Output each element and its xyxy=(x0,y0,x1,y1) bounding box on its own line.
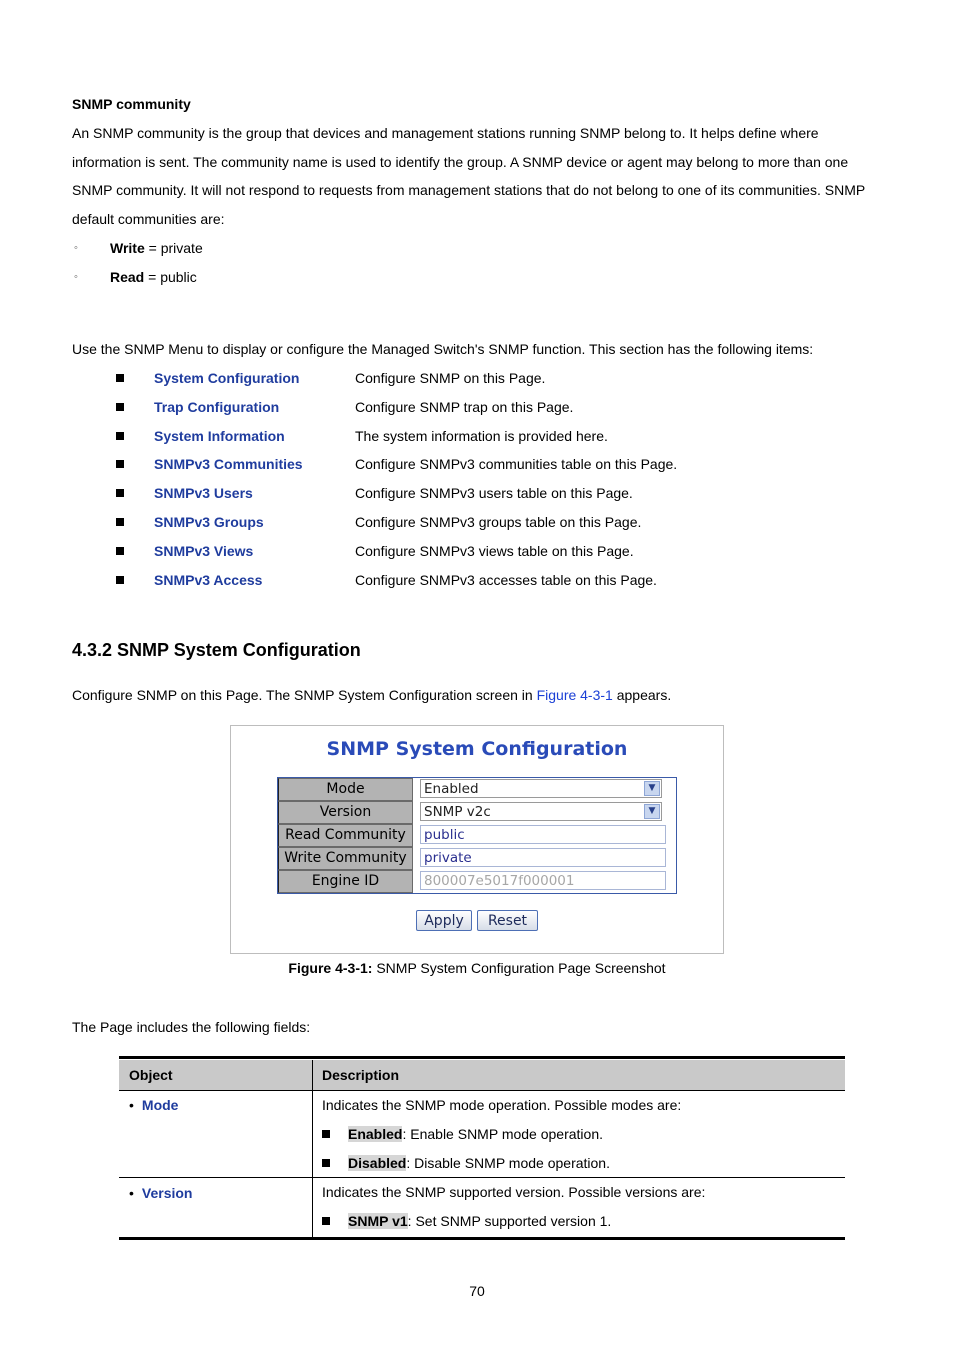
object-name: Mode xyxy=(141,1097,179,1113)
section-title: 4.3.2 SNMP System Configuration xyxy=(72,640,361,660)
table-row-option xyxy=(322,1126,603,1142)
config-label: Version xyxy=(278,801,413,824)
option-term: Enabled xyxy=(348,1126,403,1142)
config-row-write-community xyxy=(278,847,676,870)
header-description: Description xyxy=(322,1067,400,1083)
figure-title: SNMP System Configuration xyxy=(326,738,628,760)
menu-item-desc: Configure SNMP on this Page. xyxy=(355,370,546,386)
default-term: Write xyxy=(110,240,145,256)
option-text: : Disable SNMP mode operation. xyxy=(406,1155,610,1171)
menu-item-snmpv3-communities[interactable]: SNMPv3 Communities xyxy=(154,456,303,472)
menu-item-snmpv3-views[interactable]: SNMPv3 Views xyxy=(154,543,254,559)
square-bullet-icon xyxy=(116,460,124,468)
config-table xyxy=(277,777,677,894)
square-bullet-icon xyxy=(322,1159,330,1167)
menu-item-desc: Configure SNMPv3 views table on this Page. xyxy=(355,543,634,559)
engine-id-input: 800007e5017f000001 xyxy=(420,871,666,890)
config-row-mode xyxy=(278,778,676,801)
config-label: Write Community xyxy=(278,847,413,870)
chevron-down-icon[interactable]: ▼ xyxy=(644,804,660,819)
intro-line: An SNMP community is the group that devices and management stations running SNMP belong to. It helps define where xyxy=(72,125,819,141)
table-row-desc: Indicates the SNMP supported version. Possible versions are: xyxy=(322,1184,706,1200)
menu-item-system-information[interactable]: System Information xyxy=(154,428,285,444)
option-term: SNMP v1 xyxy=(348,1213,408,1229)
option-text: : Enable SNMP mode operation. xyxy=(402,1126,603,1142)
square-bullet-icon xyxy=(116,403,124,411)
intro-line: SNMP community. It will not respond to requests from management stations that do not belong to one of its communities. SNMP xyxy=(72,182,866,199)
fields-intro: The Page includes the following fields: xyxy=(72,1019,311,1035)
figure-screenshot xyxy=(230,725,724,954)
menu-item-system-configuration[interactable]: System Configuration xyxy=(154,370,300,386)
config-row-engine-id xyxy=(278,870,676,893)
menu-item-desc: Configure SNMPv3 groups table on this Page. xyxy=(355,514,642,530)
menu-item-desc: Configure SNMPv3 communities table on this Page. xyxy=(355,456,678,472)
square-bullet-icon xyxy=(116,489,124,497)
table-row-option xyxy=(322,1155,610,1171)
menu-item-snmpv3-groups[interactable]: SNMPv3 Groups xyxy=(154,514,264,530)
menu-item-trap-configuration[interactable]: Trap Configuration xyxy=(154,399,280,415)
option-text: : Set SNMP supported version 1. xyxy=(407,1213,612,1229)
header-object: Object xyxy=(129,1067,173,1083)
square-bullet-icon xyxy=(116,432,124,440)
figure-caption xyxy=(0,960,954,976)
subheading-snmp-community: SNMP community xyxy=(72,96,191,112)
section-text: appears. xyxy=(612,687,672,703)
table-divider xyxy=(312,1060,313,1238)
table-border xyxy=(119,1056,845,1059)
square-bullet-icon xyxy=(322,1217,330,1225)
default-value: = public xyxy=(144,269,197,285)
menu-item-desc: Configure SNMP trap on this Page. xyxy=(355,399,574,415)
config-row-read-community xyxy=(278,824,676,847)
figure-link[interactable]: Figure 4-3-1 xyxy=(536,687,613,703)
table-row-object xyxy=(129,1185,193,1201)
default-community-read xyxy=(110,269,197,285)
page-number: 70 xyxy=(469,1283,485,1299)
option-term: Disabled xyxy=(348,1155,407,1171)
square-bullet-icon xyxy=(322,1130,330,1138)
square-bullet-icon xyxy=(116,576,124,584)
write-community-input[interactable]: private xyxy=(420,848,666,867)
menu-item-desc: The system information is provided here. xyxy=(355,428,608,444)
reset-button[interactable]: Reset xyxy=(477,910,538,931)
circle-bullet-icon: ◦ xyxy=(74,271,78,283)
select-value: Enabled xyxy=(424,781,479,797)
table-header xyxy=(119,1060,845,1091)
table-row-divider xyxy=(119,1177,845,1178)
chevron-down-icon[interactable]: ▼ xyxy=(644,781,660,796)
version-select[interactable] xyxy=(420,802,662,821)
caption-label: Figure 4-3-1: xyxy=(288,960,373,976)
intro-line: information is sent. The community name is used to identify the group. A SNMP device or agent may belong to more than one xyxy=(72,153,849,170)
table-row-desc: Indicates the SNMP mode operation. Possible modes are: xyxy=(322,1097,682,1113)
section-text: Configure SNMP on this Page. The SNMP System Configuration screen in xyxy=(72,687,537,703)
section-paragraph xyxy=(72,687,671,703)
menu-item-desc: Configure SNMPv3 accesses table on this Page. xyxy=(355,572,657,588)
default-value: = private xyxy=(144,240,203,256)
config-label: Mode xyxy=(278,778,413,801)
table-border xyxy=(119,1237,845,1240)
square-bullet-icon xyxy=(116,374,124,382)
object-name: Version xyxy=(141,1185,193,1201)
intro-line: default communities are: xyxy=(72,211,225,228)
circle-bullet-icon: ◦ xyxy=(74,242,78,254)
intro-paragraph xyxy=(72,119,892,234)
menu-item-snmpv3-users[interactable]: SNMPv3 Users xyxy=(154,485,253,501)
table-row-option xyxy=(322,1213,611,1229)
square-bullet-icon xyxy=(116,518,124,526)
select-value: SNMP v2c xyxy=(424,804,491,820)
read-community-input[interactable]: public xyxy=(420,825,666,844)
table-row-object xyxy=(129,1097,178,1113)
default-community-write xyxy=(110,240,203,256)
menu-intro: Use the SNMP Menu to display or configure the Managed Switch's SNMP function. This section has the following items: xyxy=(72,341,814,357)
menu-item-snmpv3-access[interactable]: SNMPv3 Access xyxy=(154,572,263,588)
bullet-icon: • xyxy=(129,1185,134,1201)
square-bullet-icon xyxy=(116,547,124,555)
bullet-icon: • xyxy=(129,1097,134,1113)
default-term: Read xyxy=(110,269,145,285)
caption-text: SNMP System Configuration Page Screenshot xyxy=(372,960,666,976)
config-label: Engine ID xyxy=(278,870,413,893)
mode-select[interactable] xyxy=(420,779,662,798)
config-row-version xyxy=(278,801,676,824)
config-label: Read Community xyxy=(278,824,413,847)
apply-button[interactable]: Apply xyxy=(416,910,472,931)
menu-item-desc: Configure SNMPv3 users table on this Page. xyxy=(355,485,633,501)
